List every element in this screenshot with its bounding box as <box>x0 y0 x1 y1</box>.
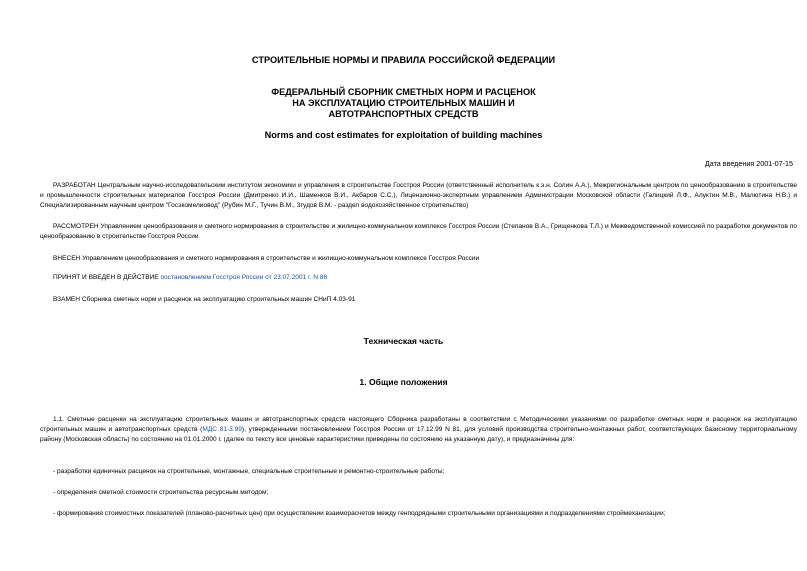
paragraph-introduced <box>40 254 797 264</box>
paragraph-adopted <box>40 273 797 283</box>
reviewed-text: РАССМОТРЕН Управлением ценообразования и сметного нормирования в строительстве и жилищно-коммунальном комплексе Госстроя России (Степанов В.А., Грищенкова Т.Л.) и Межведомственной комиссией по разработке документов по ценообразованию в строительстве Госстроя России <box>40 223 797 240</box>
section-heading-technical: Техническая часть <box>363 336 444 346</box>
list-item: - формирования стоимостных показателей (планово-расчетных цен) при осуществлении взаиморасчетов между генподрядными строительными организациями и подразделениями строймеханизации; <box>53 510 666 517</box>
paragraph-1-1 <box>40 415 797 445</box>
paragraph-developed <box>40 181 797 211</box>
mds-link[interactable]: МДС 81-3.99 <box>202 426 242 433</box>
paragraph-reviewed <box>40 222 797 242</box>
developed-text: РАЗРАБОТАН Центральным научно-исследовательским институтом экономики и управления в строительстве Госстроя России (ответственный исполнитель к.э.н. Солин А.А.), Межрегиональным центром по ценообразованию в строительстве и промышленности строительных материалов Госстроя России (Дмитренко И.И., Шаменков В.И., Акбаров С.С.), Лицензионно-экспертным управлением Администрации Московской области (Галицкий Л.Ф., Алуктин М.В., Малютина Н.В.) и Специализированным научным центром "Госэкомелиовод" (Рубин М.Г., Тучин В.М., Згудов В.М. - раздел водохозяйственное строительство) <box>40 182 797 209</box>
subtitle-line-1: ФЕДЕРАЛЬНЫЙ СБОРНИК СМЕТНЫХ НОРМ И РАСЦЕНОК <box>271 87 536 97</box>
document-subtitle <box>0 87 807 120</box>
english-title: Norms and cost estimates for exploitation of building machines <box>264 130 543 140</box>
paragraph-replaces <box>40 295 797 305</box>
adopted-decree-link[interactable]: постановлением Госстроя России от 23.07.2001 г. N 86 <box>160 274 328 281</box>
subtitle-line-3: АВТОТРАНСПОРТНЫХ СРЕДСТВ <box>328 109 479 119</box>
section-heading-general: 1. Общие положения <box>359 377 448 387</box>
introduction-date: Дата введения 2001-07-15 <box>704 159 793 168</box>
document-title: СТРОИТЕЛЬНЫЕ НОРМЫ И ПРАВИЛА РОССИЙСКОЙ ФЕДЕРАЦИИ <box>251 55 556 65</box>
list-item: - определения сметной стоимости строительства ресурсным методом; <box>53 489 269 496</box>
introduced-text: ВНЕСЕН Управлением ценообразования и сметного нормирования в строительстве и жилищно-коммунальном комплексе Госстроя России <box>53 255 480 262</box>
adopted-text: ПРИНЯТ И ВВЕДЕН В ДЕЙСТВИЕ <box>53 274 161 281</box>
replaces-text: ВЗАМЕН Сборника сметных норм и расценок на эксплуатацию строительных машин СНиП 4.03-91 <box>53 296 356 303</box>
list-item: - разработки единичных расценок на строительные, монтажные, специальные строительные и ремонтно-строительные работы; <box>53 468 445 475</box>
p11-text-a: 1.1. Сметные расценки на эксплуатацию строительных машин и автотранспортных средств настоящего Сборника разработаны в соответствии с Методическими указаниями по разработке сметных норм и расценок на эксплуатацию строительных машин и автотранспортных средств ( <box>40 416 797 433</box>
subtitle-line-2: НА ЭКСПЛУАТАЦИЮ СТРОИТЕЛЬНЫХ МАШИН И <box>292 98 515 108</box>
p11-text-b: ), утвержденными постановлением Госстроя России от 17.12.99 N 81, для условий производства строительно-монтажных работ, соответствующих базисному территориальному району (Московская область) по состоянию на 01.01.2000 г. (далее по тексту все ценовые характеристики приведены по состоянию на указанную дату), и предназначены для: <box>40 426 798 443</box>
